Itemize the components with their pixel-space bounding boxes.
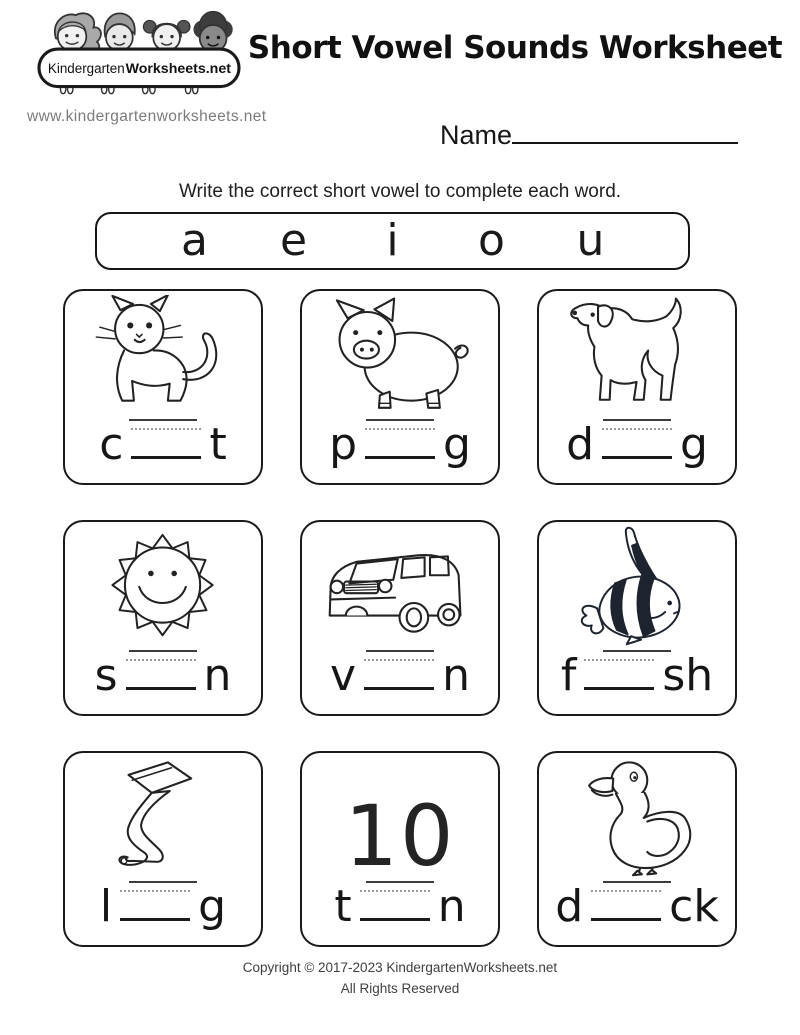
- sun-illustration: [73, 526, 252, 646]
- writing-guide-top-line: [366, 881, 434, 883]
- word-suffix: t: [209, 419, 227, 470]
- word-prefix: l: [99, 881, 113, 932]
- word-suffix: sh: [662, 650, 714, 701]
- word-ten: [334, 881, 466, 932]
- answer-blank-cat[interactable]: [131, 428, 201, 459]
- vowel-bank: [95, 212, 690, 270]
- duck-illustration: [547, 757, 726, 877]
- page-title: Short Vowel Sounds Worksheet: [247, 30, 783, 66]
- answer-blank-sun[interactable]: [126, 659, 196, 690]
- card-pig: [300, 289, 500, 485]
- card-van: [300, 520, 500, 716]
- footer: [0, 957, 800, 999]
- word-leg: [99, 881, 227, 932]
- word-sun: [94, 650, 232, 701]
- word-suffix: g: [198, 881, 227, 932]
- writing-guide-top-line: [603, 419, 671, 421]
- writing-guide-top-line: [603, 650, 671, 652]
- website-url: www.kindergartenworksheets.net: [27, 108, 267, 125]
- vowel-u: u: [576, 215, 605, 266]
- word-van: [330, 650, 470, 701]
- name-write-line[interactable]: [512, 116, 738, 144]
- writing-guide-top-line: [366, 419, 434, 421]
- word-suffix: g: [443, 419, 471, 470]
- writing-guide-top-line: [129, 881, 197, 883]
- vowel-i: i: [386, 215, 399, 266]
- word-prefix: s: [94, 650, 118, 701]
- word-cards-grid: [63, 289, 737, 947]
- van-illustration: [310, 526, 489, 646]
- pig-illustration: [310, 295, 489, 415]
- kindergartenworksheets-logo: [24, 8, 254, 108]
- card-cat: [63, 289, 263, 485]
- writing-guide-top-line: [366, 650, 434, 652]
- instruction-text: Write the correct short vowel to complete each word.: [178, 181, 622, 202]
- word-prefix: d: [566, 419, 594, 470]
- word-prefix: v: [330, 650, 357, 701]
- word-pig: [329, 419, 471, 470]
- dog-illustration: [547, 295, 726, 415]
- answer-blank-leg[interactable]: [120, 890, 190, 921]
- writing-guide-top-line: [129, 650, 197, 652]
- logo-text-bold: Worksheets.net: [125, 61, 232, 77]
- writing-guide-top-line: [129, 419, 197, 421]
- word-prefix: p: [329, 419, 357, 470]
- word-suffix: n: [203, 650, 232, 701]
- word-prefix: t: [334, 881, 352, 932]
- card-leg: [63, 751, 263, 947]
- leg-illustration: [73, 757, 252, 877]
- answer-blank-dog[interactable]: [602, 428, 672, 459]
- vowel-e: e: [279, 215, 308, 266]
- fish-illustration: [547, 526, 726, 646]
- card-ten: [300, 751, 500, 947]
- card-sun: [63, 520, 263, 716]
- logo-text-regular: Kindergarten: [47, 61, 125, 77]
- ten-illustration: [302, 753, 498, 886]
- cat-illustration: [73, 295, 252, 415]
- copyright-line: Copyright © 2017-2023 KindergartenWorksheets.net: [242, 960, 558, 975]
- name-label: Name: [440, 120, 513, 150]
- word-suffix: g: [680, 419, 708, 470]
- card-dog: [537, 289, 737, 485]
- writing-guide-top-line: [603, 881, 671, 883]
- vowel-o: o: [478, 215, 505, 266]
- card-duck: [537, 751, 737, 947]
- rights-line: All Rights Reserved: [340, 981, 460, 996]
- word-suffix: n: [437, 881, 466, 932]
- word-prefix: d: [555, 881, 584, 932]
- word-fish: [560, 650, 714, 701]
- card-fish: [537, 520, 737, 716]
- number-ten-text: 10: [344, 787, 456, 886]
- answer-blank-van[interactable]: [364, 659, 434, 690]
- word-dog: [566, 419, 708, 470]
- word-cat: [99, 419, 227, 470]
- answer-blank-pig[interactable]: [365, 428, 435, 459]
- name-row: [440, 116, 738, 151]
- word-suffix: ck: [669, 881, 719, 932]
- word-prefix: f: [560, 650, 577, 701]
- word-suffix: n: [442, 650, 470, 701]
- word-duck: [555, 881, 719, 932]
- answer-blank-duck[interactable]: [591, 890, 661, 921]
- vowel-a: a: [181, 215, 208, 266]
- word-prefix: c: [99, 419, 124, 470]
- answer-blank-ten[interactable]: [360, 890, 430, 921]
- answer-blank-fish[interactable]: [584, 659, 654, 690]
